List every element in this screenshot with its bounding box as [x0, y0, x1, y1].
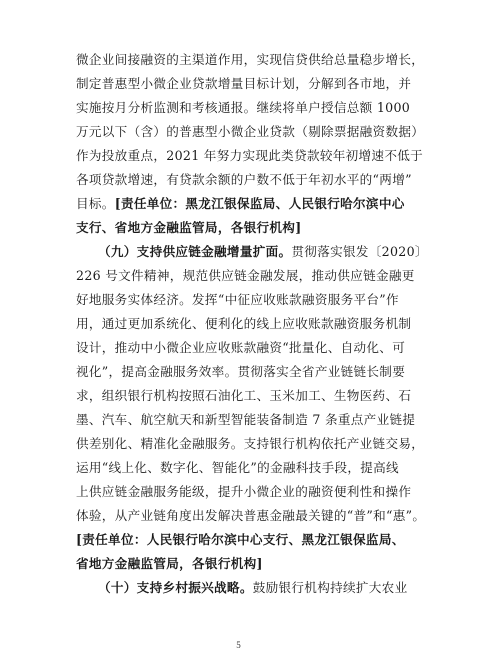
text-line — [76, 264, 415, 288]
text-segment: 好地服务实体经济。发挥“中征应收账款融资服务平台”作 — [76, 292, 399, 307]
bold-text-segment: （十）支持乡村振兴战略。 — [98, 580, 253, 595]
text-segment: 万元以下（含）的普惠型小微企业贷款（剔除票据融资数据） — [76, 124, 425, 139]
text-segment: 226 号文件精神，规范供应链金融发展，推动供应链金融更 — [76, 268, 415, 283]
text-line — [76, 432, 424, 456]
text-segment: 制定普惠型小微企业贷款增量目标计划，分解到各市地，并 — [76, 76, 412, 91]
text-line — [76, 360, 405, 384]
text-segment: 鼓励银行机构持续扩大农业 — [252, 580, 408, 595]
text-segment: 设计，推动中小微企业应收账款融资“批量化、自动化、可 — [76, 340, 406, 355]
text-line — [76, 336, 405, 360]
text-line — [76, 120, 424, 144]
text-line — [76, 144, 423, 168]
text-line — [98, 240, 428, 264]
text-line — [76, 504, 425, 528]
text-segment: 体验，从产业链角度出发解决普惠金融最关键的“普”和“惠”。 — [76, 508, 426, 523]
text-line — [76, 216, 301, 240]
text-line — [76, 96, 410, 120]
text-line — [76, 312, 411, 336]
text-segment: 目标。 — [76, 196, 115, 211]
text-line — [76, 408, 415, 432]
text-segment: 各项贷款增速，有贷款余额的户数不低于年初水平的“两增” — [76, 172, 412, 187]
bold-text-segment: （九）支持供应链金融增量扩面。 — [98, 244, 292, 259]
text-segment: 作为投放重点，2021 年努力实现此类贷款较年初增速不低于 — [76, 148, 424, 163]
bold-text-segment: 支行、省地方金融监管局，各银行机构] — [76, 220, 302, 235]
text-segment: 墨、汽车、航空航天和新型智能装备制造 7 条重点产业链提 — [76, 412, 416, 427]
text-segment: 运用“线上化、数字化、智能化”的金融科技手段，提高线 — [76, 460, 399, 475]
text-line — [76, 288, 399, 312]
text-segment: 求，组织银行机构按照石油化工、玉米加工、生物医药、石 — [76, 388, 412, 403]
text-line — [76, 552, 263, 576]
text-segment: 实施按月分析监测和考核通报。继续将单户授信总额 1000 — [76, 100, 411, 115]
text-line — [76, 192, 405, 216]
text-line — [76, 480, 411, 504]
text-line — [76, 456, 399, 480]
text-segment: 贯彻落实银发〔2020〕 — [291, 244, 428, 259]
text-line — [76, 72, 411, 96]
page-number: 5 — [236, 640, 241, 650]
bold-text-segment: [责任单位：黑龙江银保监局、人民银行哈尔滨中心 — [114, 196, 405, 211]
text-line — [76, 384, 411, 408]
text-segment: 上供应链金融服务能级，提升小微企业的融资便利性和操作 — [76, 484, 412, 499]
text-segment: 供差别化、精准化金融服务。支持银行机构依托产业链交易， — [76, 436, 425, 451]
text-line — [76, 528, 405, 552]
text-segment: 视化”，提高金融服务效率。贯彻落实全省产业链链长制要 — [76, 364, 406, 379]
text-segment: 微企业间接融资的主渠道作用，实现信贷供给总量稳步增长， — [76, 52, 425, 67]
text-line — [76, 48, 424, 72]
text-line — [76, 168, 412, 192]
text-segment: 用，通过更加系统化、便利化的线上应收账款融资服务机制 — [76, 316, 412, 331]
bold-text-segment: 省地方金融监管局，各银行机构] — [76, 556, 263, 571]
text-line — [98, 576, 407, 600]
bold-text-segment: [责任单位：人民银行哈尔滨中心支行、黑龙江银保监局、 — [76, 532, 405, 547]
